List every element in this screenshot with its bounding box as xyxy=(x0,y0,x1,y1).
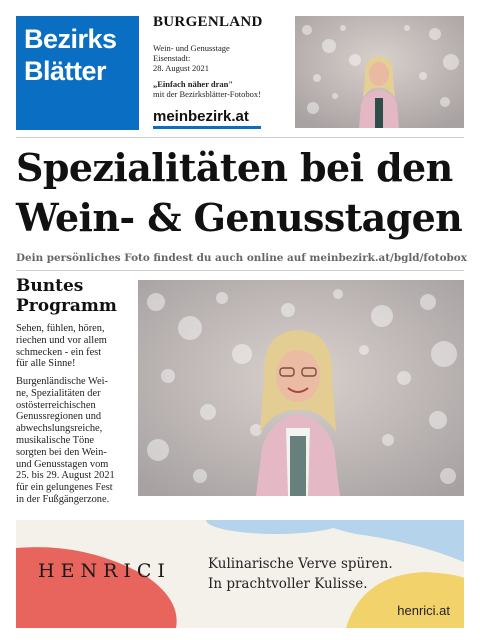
ad-website-link[interactable]: henrici.at xyxy=(397,603,450,618)
body-line: ostösterreichischen xyxy=(16,399,96,411)
bezirksblaetter-logo[interactable] xyxy=(16,16,139,130)
body-line: musikalische Töne xyxy=(16,434,95,446)
body-paragraph xyxy=(16,376,134,506)
henrici-advertisement[interactable] xyxy=(16,520,464,628)
region-title: BURGENLAND xyxy=(153,14,263,30)
divider-middle xyxy=(16,270,464,271)
logo-line-1: Bezirks xyxy=(24,24,117,54)
henrici-logo: HENRICI xyxy=(38,560,171,582)
ad-tagline-2: In prachtvoller Kulisse. xyxy=(208,576,368,592)
headline-line-1: Spezialitäten bei den xyxy=(16,145,453,190)
event-date: 28. August 2021 xyxy=(153,63,209,73)
tagline-sub: mit der Bezirksblätter-Fotobox! xyxy=(153,89,261,99)
body-line: abwechslungsreiche, xyxy=(16,423,103,435)
headline-line-2: Wein- & Genusstagen xyxy=(16,195,463,240)
portrait-photo-large xyxy=(138,280,464,496)
event-location: Eisenstadt: xyxy=(153,53,191,63)
section-title-line-2: Programm xyxy=(16,296,117,316)
photo-online-note: Dein persönliches Foto findest du auch online auf meinbezirk.at/bgld/fotobox xyxy=(16,252,467,264)
logo-line-2: Blätter xyxy=(24,56,107,86)
body-line: Burgenländische Wei- xyxy=(16,376,108,387)
website-underline xyxy=(153,126,261,129)
body-line: für ein gelungenes Fest xyxy=(16,482,113,494)
portrait-photo-small xyxy=(295,16,464,128)
intro-line: riechen und vor allem xyxy=(16,334,107,346)
body-line: Genussregionen und xyxy=(16,411,102,423)
intro-line: schmecken - ein fest xyxy=(16,346,102,358)
body-line: 25. bis 29. August 2021 xyxy=(16,470,115,482)
section-title-line-1: Buntes xyxy=(16,276,84,296)
intro-paragraph xyxy=(16,323,134,370)
website-link[interactable]: meinbezirk.at xyxy=(153,108,249,125)
intro-line: Sehen, fühlen, hören, xyxy=(16,323,105,334)
body-line: sorgten bei den Wein- xyxy=(16,446,107,458)
ad-tagline-1: Kulinarische Verve spüren. xyxy=(208,556,393,572)
body-line: und Genusstagen vom xyxy=(16,458,109,470)
tagline: „Einfach näher dran" xyxy=(153,79,234,89)
intro-line: für alle Sinne! xyxy=(16,358,76,370)
body-line: in der Fußgängerzone. xyxy=(16,493,110,505)
divider-top xyxy=(16,137,464,138)
event-name: Wein- und Genusstage xyxy=(153,43,230,53)
body-line: ne, Spezialitäten der xyxy=(16,387,101,399)
section-title xyxy=(16,276,134,316)
